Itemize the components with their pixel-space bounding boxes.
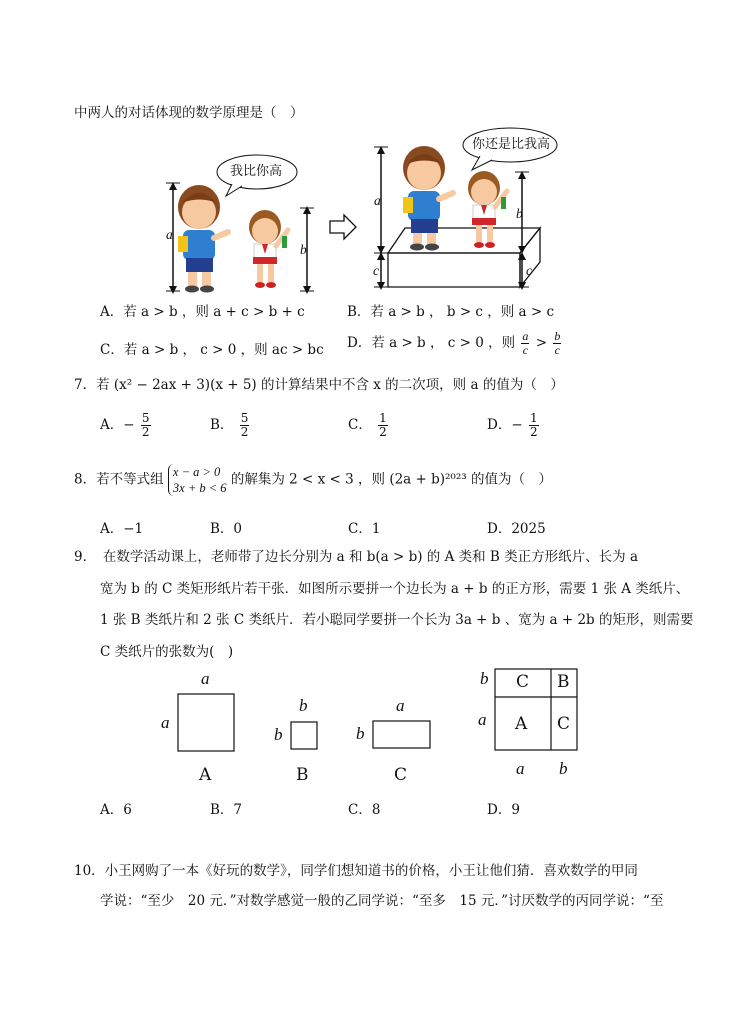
comp-cell-C-top: C [516,672,530,692]
q8-option-b: B．0 [210,521,243,537]
q10-line1: 10．小王网购了一本《好玩的数学》，同学们想知道书的价格，小王让他们猜．喜欢数学的甲同 [74,863,638,879]
q8-stem: 8．若不等式组 x − a > 0 3x + b < 6 的解集为 2 < x < 3 ，则 (2a + b)²⁰²³ 的值为（ ） [74,465,552,495]
q10-line2: 学说：“至少 20 元．”对数学感觉一般的乙同学说：“至多 15 元．”讨厌数学的丙同学说：“至 [100,893,664,909]
label-c-right: c [526,263,532,278]
comp-a-bottom: a [516,759,525,778]
q7-option-c: C． $\frac{1}{2}$ [348,411,387,439]
comp-cell-A: A [515,714,528,734]
q6-option-a: A．若 a > b ，则 a + c > b + c [100,304,305,320]
fig-label-A: A [199,765,212,785]
q6-option-d: D．若 a > b ， c > 0 ，则 $\frac{a}{c}$ > $\frac{b}{c}$ [347,329,561,357]
q6-option-b: B．若 a > b ， b > c ，则 a > c [347,304,555,320]
fig-a-side: a [161,713,170,732]
q8-option-c: C．1 [348,521,381,537]
fig-label-B: B [296,765,309,785]
fig-c-side: b [356,724,365,743]
comp-b-bottom: b [559,759,568,778]
question-intro: 中两人的对话体现的数学原理是（ ） [74,105,304,121]
fig-b-top: b [299,696,308,715]
square-B [291,722,317,749]
transform-arrow [330,215,356,239]
fig-label-C: C [394,765,408,785]
girl-figure-right [468,171,507,248]
q9-line1: 9． 在数学活动课上，老师带了边长分别为 a 和 b(a > b) 的 A 类和 B 类正方形纸片、长为 a [74,549,638,565]
q9-option-a: A．6 [100,802,132,818]
q7-option-b: B． $\frac{5}{2}$ [210,411,249,439]
q7-stem: 7．若 (x² − 2ax + 3)(x + 5) 的计算结果中不含 x 的二次项，则 a 的值为（ ） [74,377,564,393]
q6-option-c: C．若 a > b ， c > 0 ，则 ac > bc [100,342,324,358]
label-a-right: a [374,193,381,208]
label-c-right-left: c [373,263,379,278]
fig-b-side: b [274,725,283,744]
fig-c-top: a [396,696,405,715]
q9-option-c: C．8 [348,802,381,818]
q7-option-d: D．− $\frac{1}{2}$ [487,411,538,439]
label-b-right: b [516,206,523,221]
q9-line3: 1 张 B 类纸片和 2 张 C 类纸片．若小聪同学要拼一个长为 3a + b 、宽为 a + 2b 的矩形，则需要 [100,612,694,628]
boy-figure-right [403,146,453,251]
q9-option-d: D．9 [487,802,520,818]
comp-cell-C-right: C [557,714,571,734]
comp-b-side: b [480,669,489,688]
square-A [178,694,234,751]
q9-line4: C 类纸片的张数为( ) [100,644,234,660]
bubble-left-text: 我比你高 [230,164,283,179]
box-platform [388,228,540,287]
label-b-left: b [300,242,307,257]
q9-option-b: B．7 [210,802,243,818]
q8-option-d: D．2025 [487,521,546,537]
comp-a-side: a [478,710,487,729]
fig-a-top: a [201,669,210,688]
q9-line2: 宽为 b 的 C 类矩形纸片若干张．如图所示要拼一个边长为 a + b 的正方形，需要 1 张 A 类纸片、 [100,581,690,597]
q7-option-a: A．− $\frac{5}{2}$ [100,411,150,439]
bubble-right-text: 你还是比我高 [472,137,551,152]
rect-C [373,721,430,748]
comp-cell-B: B [557,672,570,692]
label-a-left: a [166,227,173,242]
boy-figure-left [178,185,228,293]
q8-option-a: A．−1 [100,521,144,537]
girl-figure-left [249,210,288,288]
